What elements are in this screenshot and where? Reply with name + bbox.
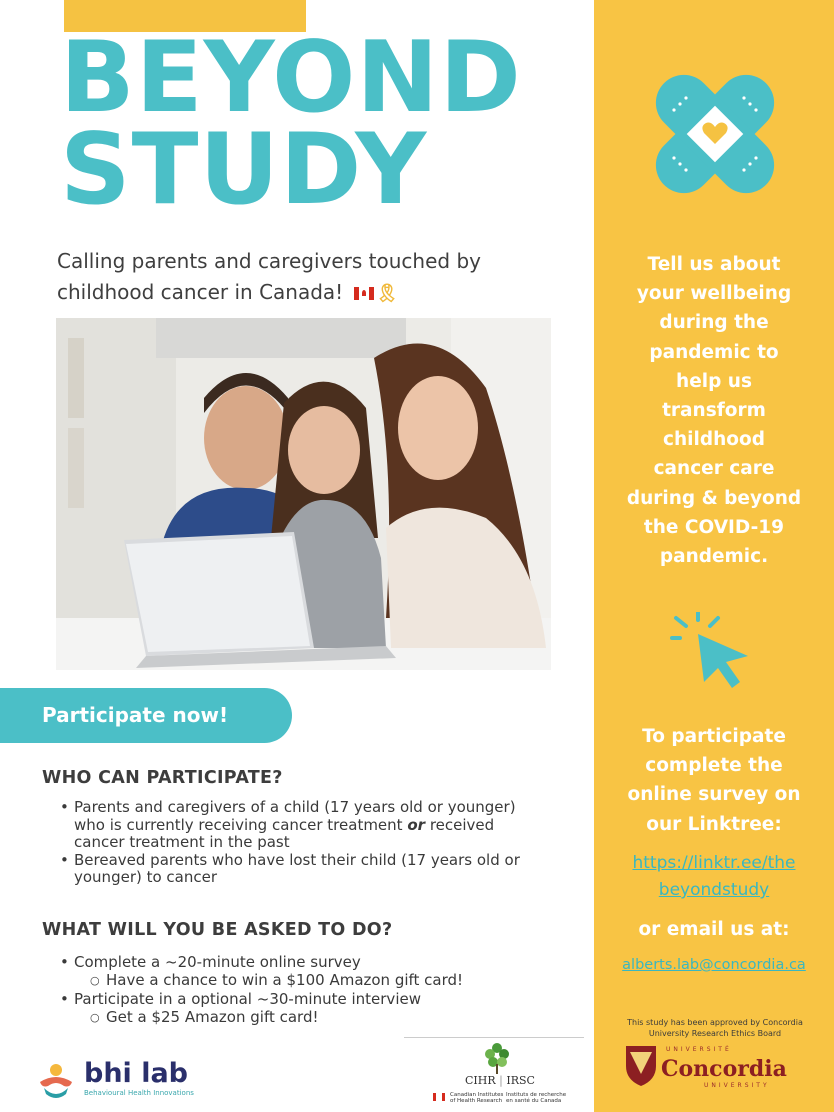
list-sub-item: ○ Get a $25 Amazon gift card!: [58, 1009, 578, 1027]
cihr-acronym: CIHR: [465, 1074, 496, 1087]
list-item-text: received: [429, 815, 495, 834]
wellbeing-message: [594, 250, 834, 571]
cihr-french-line: Instituts de recherche: [506, 1092, 567, 1098]
linktree-link[interactable]: [594, 850, 834, 904]
list-sub-item: ○ Have a chance to win a $100 Amazon gift card!: [58, 972, 578, 990]
message-line: the COVID-19: [643, 516, 785, 538]
list-item-text: who is currently receiving cancer treatment: [74, 815, 403, 834]
instruction-line: complete the: [645, 755, 783, 777]
title-line-1: BEYOND: [60, 21, 522, 135]
message-line: your wellbeing: [636, 283, 792, 305]
message-line: Tell us about: [647, 254, 781, 275]
concordia-universite: UNIVERSITÉ: [666, 1046, 732, 1053]
subtitle-line-1: Calling parents and caregivers touched by: [57, 249, 481, 273]
list-item: [58, 799, 578, 852]
canada-flag-icon: [354, 287, 374, 300]
concordia-university: UNIVERSITY: [704, 1082, 770, 1089]
title-line-2: STUDY: [60, 113, 428, 227]
ethics-approval-note: [612, 1017, 818, 1039]
tasks-list: [58, 954, 578, 1026]
list-item-text: cancer treatment in the past: [74, 833, 290, 851]
list-item-text: Bereaved parents who have lost their child (17 years old or: [74, 850, 520, 869]
cihr-french-line: en santé du Canada: [506, 1098, 562, 1104]
approval-line: University Research Ethics Board: [648, 1029, 782, 1038]
irsc-acronym: IRSC: [506, 1074, 535, 1087]
list-item: • Participate in a optional ~30-minute interview: [58, 991, 578, 1009]
subtitle: [57, 246, 577, 309]
cihr-english-line: of Health Research: [450, 1098, 503, 1104]
divider: [404, 1037, 584, 1038]
cihr-irsc-name: CIHR | IRSC: [465, 1074, 535, 1087]
or-emphasis: or: [407, 815, 426, 834]
message-line: during the: [659, 312, 769, 334]
list-item-text: Parents and caregivers of a child (17 years old or younger): [74, 798, 516, 816]
eligibility-list: [58, 799, 578, 887]
list-item-text: younger) to cancer: [74, 868, 218, 886]
cihr-french: [506, 1092, 566, 1104]
cihr-english-line: Canadian Institutes: [450, 1092, 504, 1098]
participate-now-button[interactable]: Participate now!: [0, 688, 292, 743]
list-item: • Complete a ~20-minute online survey: [58, 954, 578, 972]
instruction-line: our Linktree:: [646, 813, 782, 835]
canada-flag-icon: [433, 1093, 445, 1101]
approval-line: This study has been approved by Concordia: [627, 1018, 803, 1027]
bhi-lab-tagline: Behavioural Health Innovations: [84, 1089, 194, 1097]
list-item: [58, 852, 578, 887]
message-line: transform: [662, 400, 766, 422]
message-line: childhood: [663, 429, 765, 451]
bandage-heart-icon: [640, 68, 790, 200]
link-line[interactable]: https://linktr.ee/the: [632, 853, 796, 873]
link-line[interactable]: beyondstudy: [658, 880, 770, 900]
concordia-wordmark: Concordia: [661, 1056, 787, 1082]
family-photo: [56, 318, 551, 670]
email-link[interactable]: alberts.lab@concordia.ca: [622, 957, 806, 973]
who-can-participate-heading: WHO CAN PARTICIPATE?: [42, 768, 283, 788]
message-line: pandemic to: [649, 341, 779, 363]
message-line: pandemic.: [659, 546, 769, 568]
study-title: [60, 21, 522, 227]
instruction-line: To participate: [642, 726, 786, 747]
cihr-english: [450, 1092, 503, 1104]
family-laptop-image: [56, 318, 551, 670]
subtitle-line-2: childhood cancer in Canada!: [57, 280, 344, 304]
email-prompt: or email us at:: [638, 919, 790, 940]
concordia-crest-icon: [624, 1044, 658, 1088]
bhi-lab-name: bhi lab: [84, 1058, 189, 1089]
instruction-line: online survey on: [627, 784, 801, 806]
what-asked-heading: WHAT WILL YOU BE ASKED TO DO?: [42, 920, 393, 940]
message-line: cancer care: [653, 458, 775, 480]
participate-instructions: [594, 722, 834, 839]
awareness-ribbon-icon: 🎗: [375, 283, 399, 304]
cursor-click-icon: [668, 612, 758, 692]
cihr-tree-icon: [482, 1040, 512, 1074]
message-line: help us: [676, 370, 752, 392]
message-line: during & beyond: [626, 487, 802, 509]
